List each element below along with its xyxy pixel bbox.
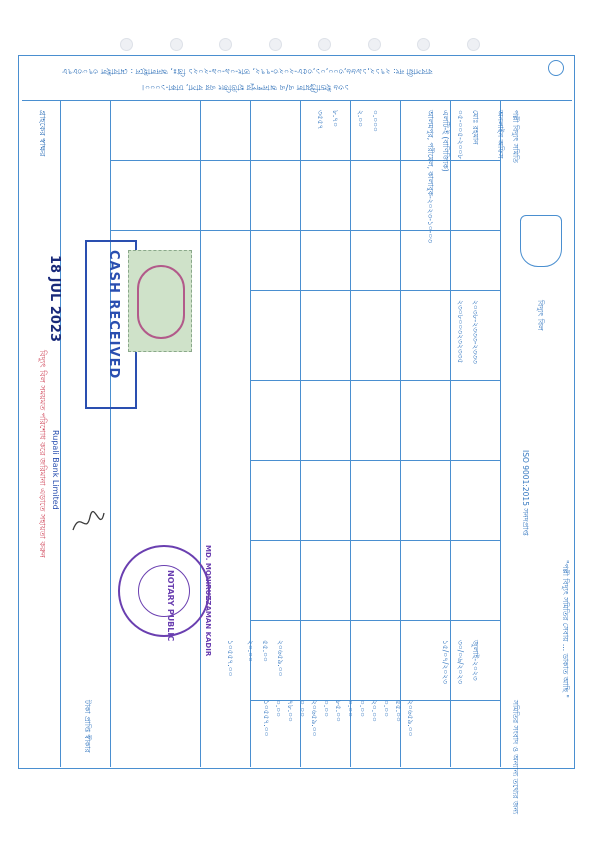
unit-rate: ৮.৭০ [331, 110, 340, 128]
title-main: পল্লী বিদ্যুৎ সমিতি [511, 110, 520, 163]
amount-cell: ০.০০ [322, 700, 331, 718]
bill-header [22, 60, 572, 101]
stamp-cash-text: CASH RECEIVED [106, 250, 121, 380]
issue-date: ৩০/০৬/২০২৩ [456, 640, 465, 685]
tariff: এলটি-ই (বাণিজ্যিক) [441, 110, 450, 172]
divider [350, 100, 351, 767]
energy: ৩৫৫৭ [316, 110, 325, 130]
bill-title: বিদ্যুৎ বিল [536, 300, 545, 331]
divider [250, 460, 500, 461]
meter-no: ২৩০৮০০৩২৩২৩৩৫ [456, 300, 465, 364]
amount-cell: ৫৫.০০ [394, 700, 403, 722]
bill-frame [18, 55, 575, 769]
revenue-stamp-seal [137, 265, 185, 339]
stamp-date: 18 JUL 2023 [47, 255, 62, 343]
punch-hole [318, 38, 331, 51]
curr-reading: ২.০০ [356, 110, 365, 128]
due-date: ১৫/০৭/২০২৩ [441, 640, 450, 685]
signature [68, 505, 108, 540]
address-line: ১৩৬ ইন্ডাস্ট্রিয়াল এ/এ আনন্দপুর হাউজিং এর বাসা, ঢাকা-১০০০। [142, 83, 350, 92]
divider [250, 620, 500, 621]
notary-seal [118, 545, 210, 637]
logo-icon [520, 215, 562, 267]
net-amount: ১০৫৫৭.০০ [226, 640, 235, 677]
reg-line: ব্যবসায়ী নং: ২৭১২,১৯৬৬,৩০০,০১,৩৫৮-২০২৩-৭৭২, তাং-০৯-০৯-২০২১ খ্রিঃ, অনলাইনে : মোবাইল ৩৭০৩৮৭৮ [62, 67, 433, 76]
amount-cell: ০.০০ [298, 700, 307, 718]
iso: ISO 9001:2015 সনদপ্রাপ্ত [521, 450, 530, 536]
divider [300, 100, 301, 767]
divider [250, 100, 251, 767]
divider [110, 230, 500, 231]
divider [250, 380, 500, 381]
punch-hole [368, 38, 381, 51]
punch-hole [417, 38, 430, 51]
punch-hole [219, 38, 232, 51]
amount-cell: ০.০০ [274, 700, 283, 718]
account-no: ২০৩৮-২৩৩৩-২৩৩৩ [471, 300, 480, 364]
header-line: সমিতির সংবাদ ও অন্যান্য তথ্যের জন্য [511, 700, 520, 815]
stamp-bank: Rupali Bank Limited [51, 430, 60, 510]
signature-label: টাকা প্রাপ্তি স্বীকার [83, 700, 92, 753]
amount-cell: ২০৬৫৯.০০ [406, 700, 415, 737]
amount-cell: ০.০০ [382, 700, 391, 718]
divider [250, 290, 500, 291]
divider [60, 100, 61, 767]
punch-hole [467, 38, 480, 51]
amount-cell: ০.০০ [358, 700, 367, 718]
consumer-name: মোঃ রহমান [471, 110, 480, 145]
amount-cell: ১০৫৫৭.০০ [262, 700, 271, 737]
divider [450, 100, 451, 767]
received-label: গ্রাহকের স্বাক্ষর [38, 110, 47, 157]
revenue-stamp [128, 250, 192, 352]
office: অনলাইন অফিস [496, 110, 505, 159]
book-no: ০৫-০০৫-২০০৮ [456, 110, 465, 160]
vat-amount: ৫৫.০০ [261, 640, 270, 662]
divider [400, 100, 401, 767]
punch-hole [269, 38, 282, 51]
divider [500, 100, 501, 767]
amount-cell: ৮৫.০০ [334, 700, 343, 722]
amount-cell: ০.০০ [346, 700, 355, 718]
divider [200, 100, 201, 767]
notary-text: NOTARY PUBLIC [166, 570, 175, 642]
address: আলমপুর, পরীমেল, কালাবুক-২০২৩-১০-০৩ [426, 110, 435, 244]
amount-cell: ২০.০০ [370, 700, 379, 722]
amount-cell: ৭৮.০০ [286, 700, 295, 722]
bill-month: জুলাই-২০২৩ [471, 640, 480, 681]
footer-red: বিদ্যুৎ বিল সময়মত পরিশোধ করে জরিমানা এড়াতে সহায়তা করুন [38, 350, 47, 558]
punch-holes [120, 38, 480, 50]
amount-cell: ২০৬৫৯.০০ [310, 700, 319, 737]
prev-reading: ০.০০০ [371, 110, 380, 132]
divider [110, 100, 111, 767]
notary-seal-inner [138, 565, 190, 617]
divider [250, 540, 500, 541]
punch-hole [120, 38, 133, 51]
punch-hole [170, 38, 183, 51]
total-amount: ২০৬৫৯.০০ [276, 640, 285, 677]
slogan: "পল্লী বিদ্যুৎ সমিতির সেবায় ... ডাকাত আছি " [561, 560, 570, 698]
demand-charge: ২০.০০ [246, 640, 255, 662]
notary-name: MD. MONIRUZZAMAN KADIR [204, 545, 212, 657]
